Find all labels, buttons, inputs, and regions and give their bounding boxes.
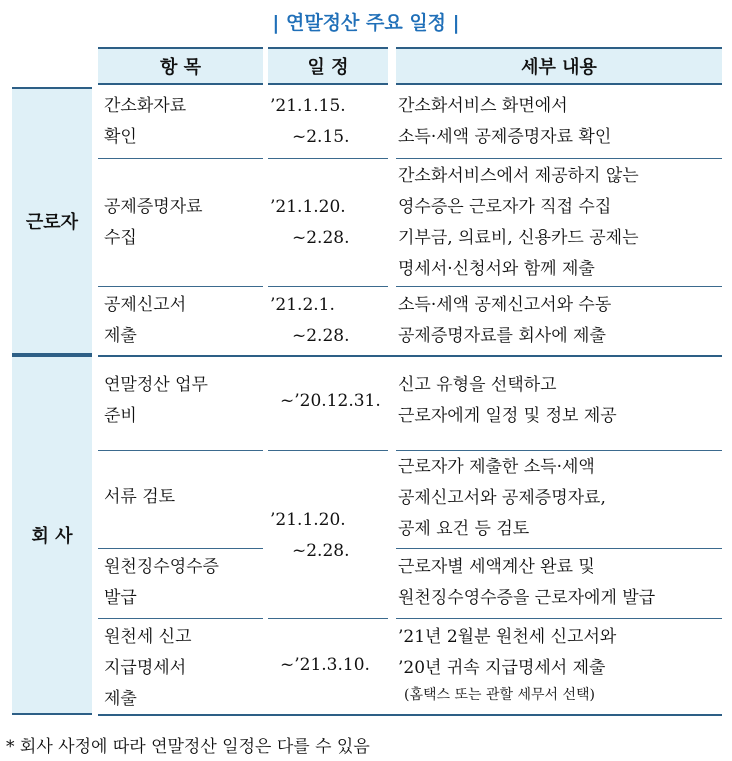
group-company: 회 사 <box>12 355 92 715</box>
row6-item: 원천징수영수증 발급 <box>104 557 219 608</box>
row-divider <box>268 450 388 451</box>
row-divider <box>98 618 263 619</box>
row-divider <box>98 548 263 549</box>
row1-item: 간소화자료 확인 <box>104 96 187 147</box>
row7-item: 원천세 신고 지급명세서 제출 <box>104 627 192 709</box>
row5-detail: 근로자가 제출한 소득·세액 공제신고서와 공제증명자료, 공제 요건 등 검토 <box>398 457 606 539</box>
row-divider <box>396 618 722 619</box>
header-schedule: 일 정 <box>268 47 388 85</box>
header-item: 항 목 <box>98 47 263 85</box>
group-worker: 근로자 <box>12 87 92 355</box>
row-divider <box>98 450 263 451</box>
row5-schedule: ’21.1.20. ~2.28. <box>270 510 350 561</box>
row4-item: 연말정산 업무 준비 <box>104 375 208 426</box>
row5-item: 서류 검토 <box>104 487 176 507</box>
row1-schedule: ’21.1.15. ~2.15. <box>270 96 350 147</box>
page-title: | 연말정산 주요 일정 | <box>272 12 460 34</box>
row7-detail: ’21년 2월분 원천세 신고서와 ’20년 귀속 지급명세서 제출 (홈택스 또는 관할 세무서 선택) <box>398 622 724 706</box>
row-divider <box>396 286 722 287</box>
row3-schedule: ’21.2.1. ~2.28. <box>270 295 350 346</box>
row-divider <box>396 158 722 159</box>
row-divider <box>268 158 388 159</box>
row7-schedule: ~’21.3.10. <box>280 655 370 675</box>
row7-note: (홈택스 또는 관할 세무서 선택) <box>404 687 596 703</box>
row3-detail: 소득·세액 공제신고서와 수동 공제증명자료를 회사에 제출 <box>398 295 612 346</box>
row-divider <box>396 450 722 451</box>
row-divider <box>396 548 722 549</box>
row4-detail: 신고 유형을 선택하고 근로자에게 일정 및 정보 제공 <box>398 375 617 426</box>
row-divider <box>98 158 263 159</box>
row2-schedule: ’21.1.20. ~2.28. <box>270 197 350 248</box>
row-divider <box>268 618 388 619</box>
row1-detail: 간소화서비스 화면에서 소득·세액 공제증명자료 확인 <box>398 96 612 147</box>
row2-item: 공제증명자료 수집 <box>104 197 203 248</box>
row4-schedule: ~’20.12.31. <box>280 391 381 411</box>
row3-item: 공제신고서 제출 <box>104 295 187 346</box>
row2-detail: 간소화서비스에서 제공하지 않는 영수증은 근로자가 직접 수집 기부금, 의료비, 신용카드 공제는 명세서·신청서와 함께 제출 <box>398 166 639 279</box>
row-divider <box>268 286 388 287</box>
row-divider <box>98 286 263 287</box>
footnote: * 회사 사정에 따라 연말정산 일정은 다를 수 있음 <box>6 737 370 757</box>
row6-detail: 근로자별 세액계산 완료 및 원천징수영수증을 근로자에게 발급 <box>398 557 656 608</box>
header-detail: 세부 내용 <box>396 47 722 85</box>
section-divider <box>98 355 722 357</box>
